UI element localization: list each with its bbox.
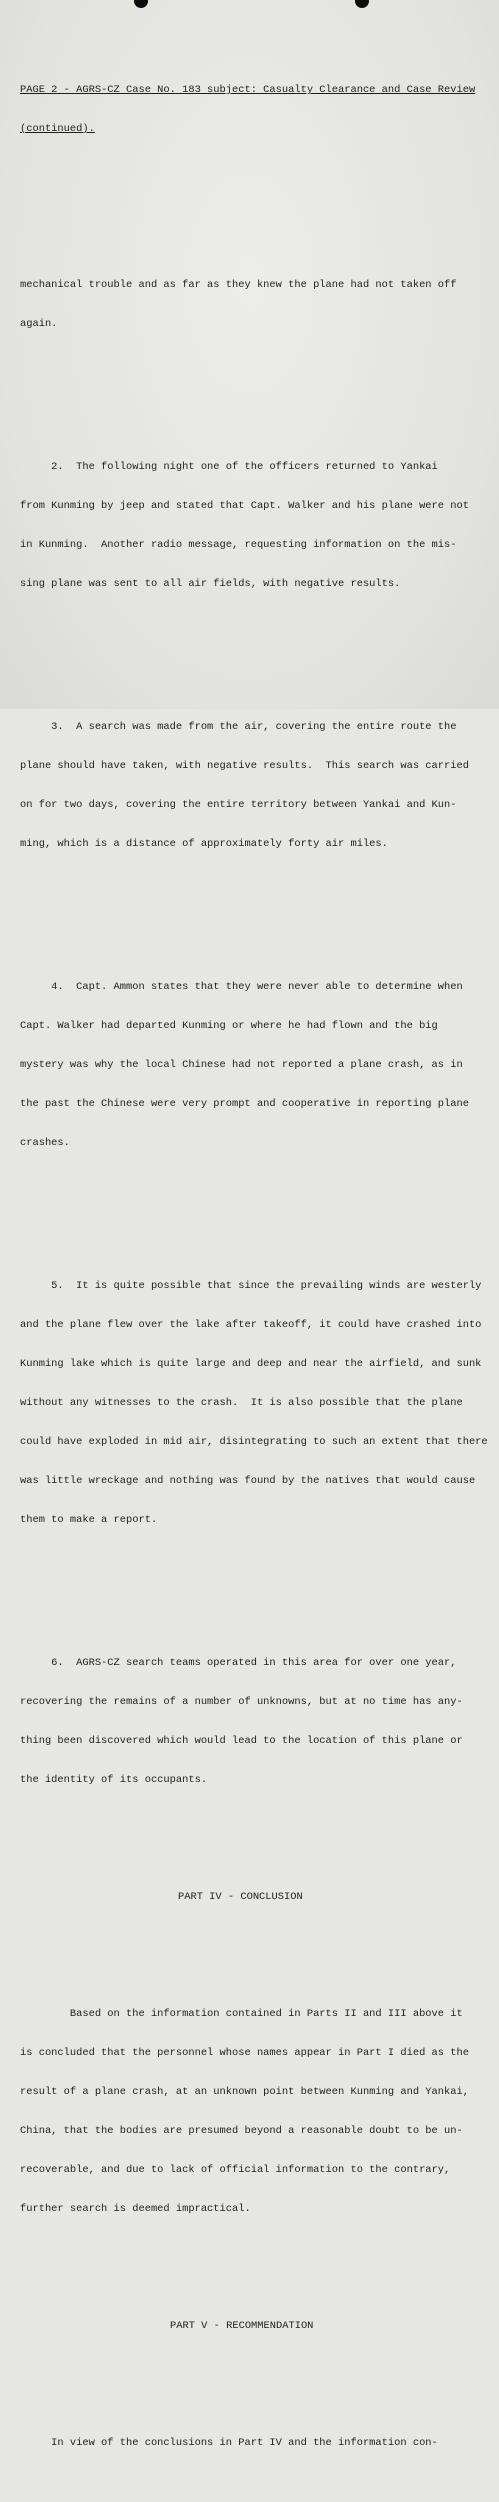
- text-line: without any witnesses to the crash. It is also possible that the plane: [20, 1397, 463, 1409]
- part-iv-body: [20, 1982, 480, 2242]
- paragraph-2: [20, 435, 480, 617]
- text-line: Based on the information contained in Parts II and III above it: [20, 2008, 463, 2020]
- part-v-heading: PART V - RECOMMENDATION: [170, 2320, 314, 2332]
- text-line: in Kunming. Another radio message, requesting information on the mis-: [20, 539, 457, 551]
- text-line: 3. A search was made from the air, covering the entire route the: [20, 721, 457, 733]
- text-line: them to make a report.: [20, 1514, 158, 1526]
- text-line: 5. It is quite possible that since the prevailing winds are westerly: [20, 1280, 482, 1292]
- paragraph-1: [20, 253, 480, 357]
- text-line: In view of the conclusions in Part IV and the information con-: [20, 2437, 438, 2449]
- text-line: the past the Chinese were very prompt and cooperative in reporting plane: [20, 1098, 469, 1110]
- text-line: was little wreckage and nothing was found by the natives that would cause: [20, 1475, 476, 1487]
- punch-hole-left: [134, 0, 148, 8]
- text-line: Capt. Walker had departed Kunming or where he had flown and the big: [20, 1020, 438, 1032]
- text-line: sing plane was sent to all air fields, with negative results.: [20, 578, 401, 590]
- text-line: recovering the remains of a number of unknowns, but at no time has any-: [20, 1696, 463, 1708]
- document-body: [20, 58, 488, 2502]
- text-line: 4. Capt. Ammon states that they were never able to determine when: [20, 981, 463, 993]
- text-line: mystery was why the local Chinese had not reported a plane crash, as in: [20, 1059, 463, 1071]
- text-line: the identity of its occupants.: [20, 1774, 208, 1786]
- text-line: thing been discovered which would lead to the location of this plane or: [20, 1735, 463, 1747]
- page-header-line-2: (continued).: [20, 123, 95, 135]
- text-line: crashes.: [20, 1137, 70, 1149]
- text-line: ming, which is a distance of approximately forty air miles.: [20, 838, 388, 850]
- paragraph-3: [20, 695, 480, 877]
- text-line: and the plane flew over the lake after takeoff, it could have crashed into: [20, 1319, 482, 1331]
- text-line: is concluded that the personnel whose names appear in Part I died as the: [20, 2047, 469, 2059]
- paragraph-5: [20, 1254, 488, 1553]
- text-line: could have exploded in mid air, disintegrating to such an extent that there: [20, 1436, 488, 1448]
- part-iv-heading: PART IV - CONCLUSION: [178, 1891, 303, 1903]
- text-line: on for two days, covering the entire territory between Yankai and Kun-: [20, 799, 457, 811]
- text-line: result of a plane crash, at an unknown point between Kunming and Yankai,: [20, 2086, 469, 2098]
- text-line: 6. AGRS-CZ search teams operated in this area for over one year,: [20, 1657, 457, 1669]
- text-line: further search is deemed impractical.: [20, 2203, 251, 2215]
- text-line: again.: [20, 318, 58, 330]
- paragraph-4: [20, 955, 480, 1176]
- part-v-body: [20, 2411, 480, 2476]
- text-line: recoverable, and due to lack of official information to the contrary,: [20, 2164, 451, 2176]
- text-line: plane should have taken, with negative results. This search was carried: [20, 760, 469, 772]
- text-line: mechanical trouble and as far as they knew the plane had not taken off: [20, 279, 457, 291]
- text-line: China, that the bodies are presumed beyond a reasonable doubt to be un-: [20, 2125, 463, 2137]
- punch-hole-right: [355, 0, 369, 8]
- paragraph-6: [20, 1631, 480, 1813]
- page-header-line-1: PAGE 2 - AGRS-CZ Case No. 183 subject: Casualty Clearance and Case Review: [20, 84, 476, 96]
- text-line: 2. The following night one of the officers returned to Yankai: [20, 461, 438, 473]
- text-line: from Kunming by jeep and stated that Capt. Walker and his plane were not: [20, 500, 469, 512]
- text-line: Kunming lake which is quite large and deep and near the airfield, and sunk: [20, 1358, 482, 1370]
